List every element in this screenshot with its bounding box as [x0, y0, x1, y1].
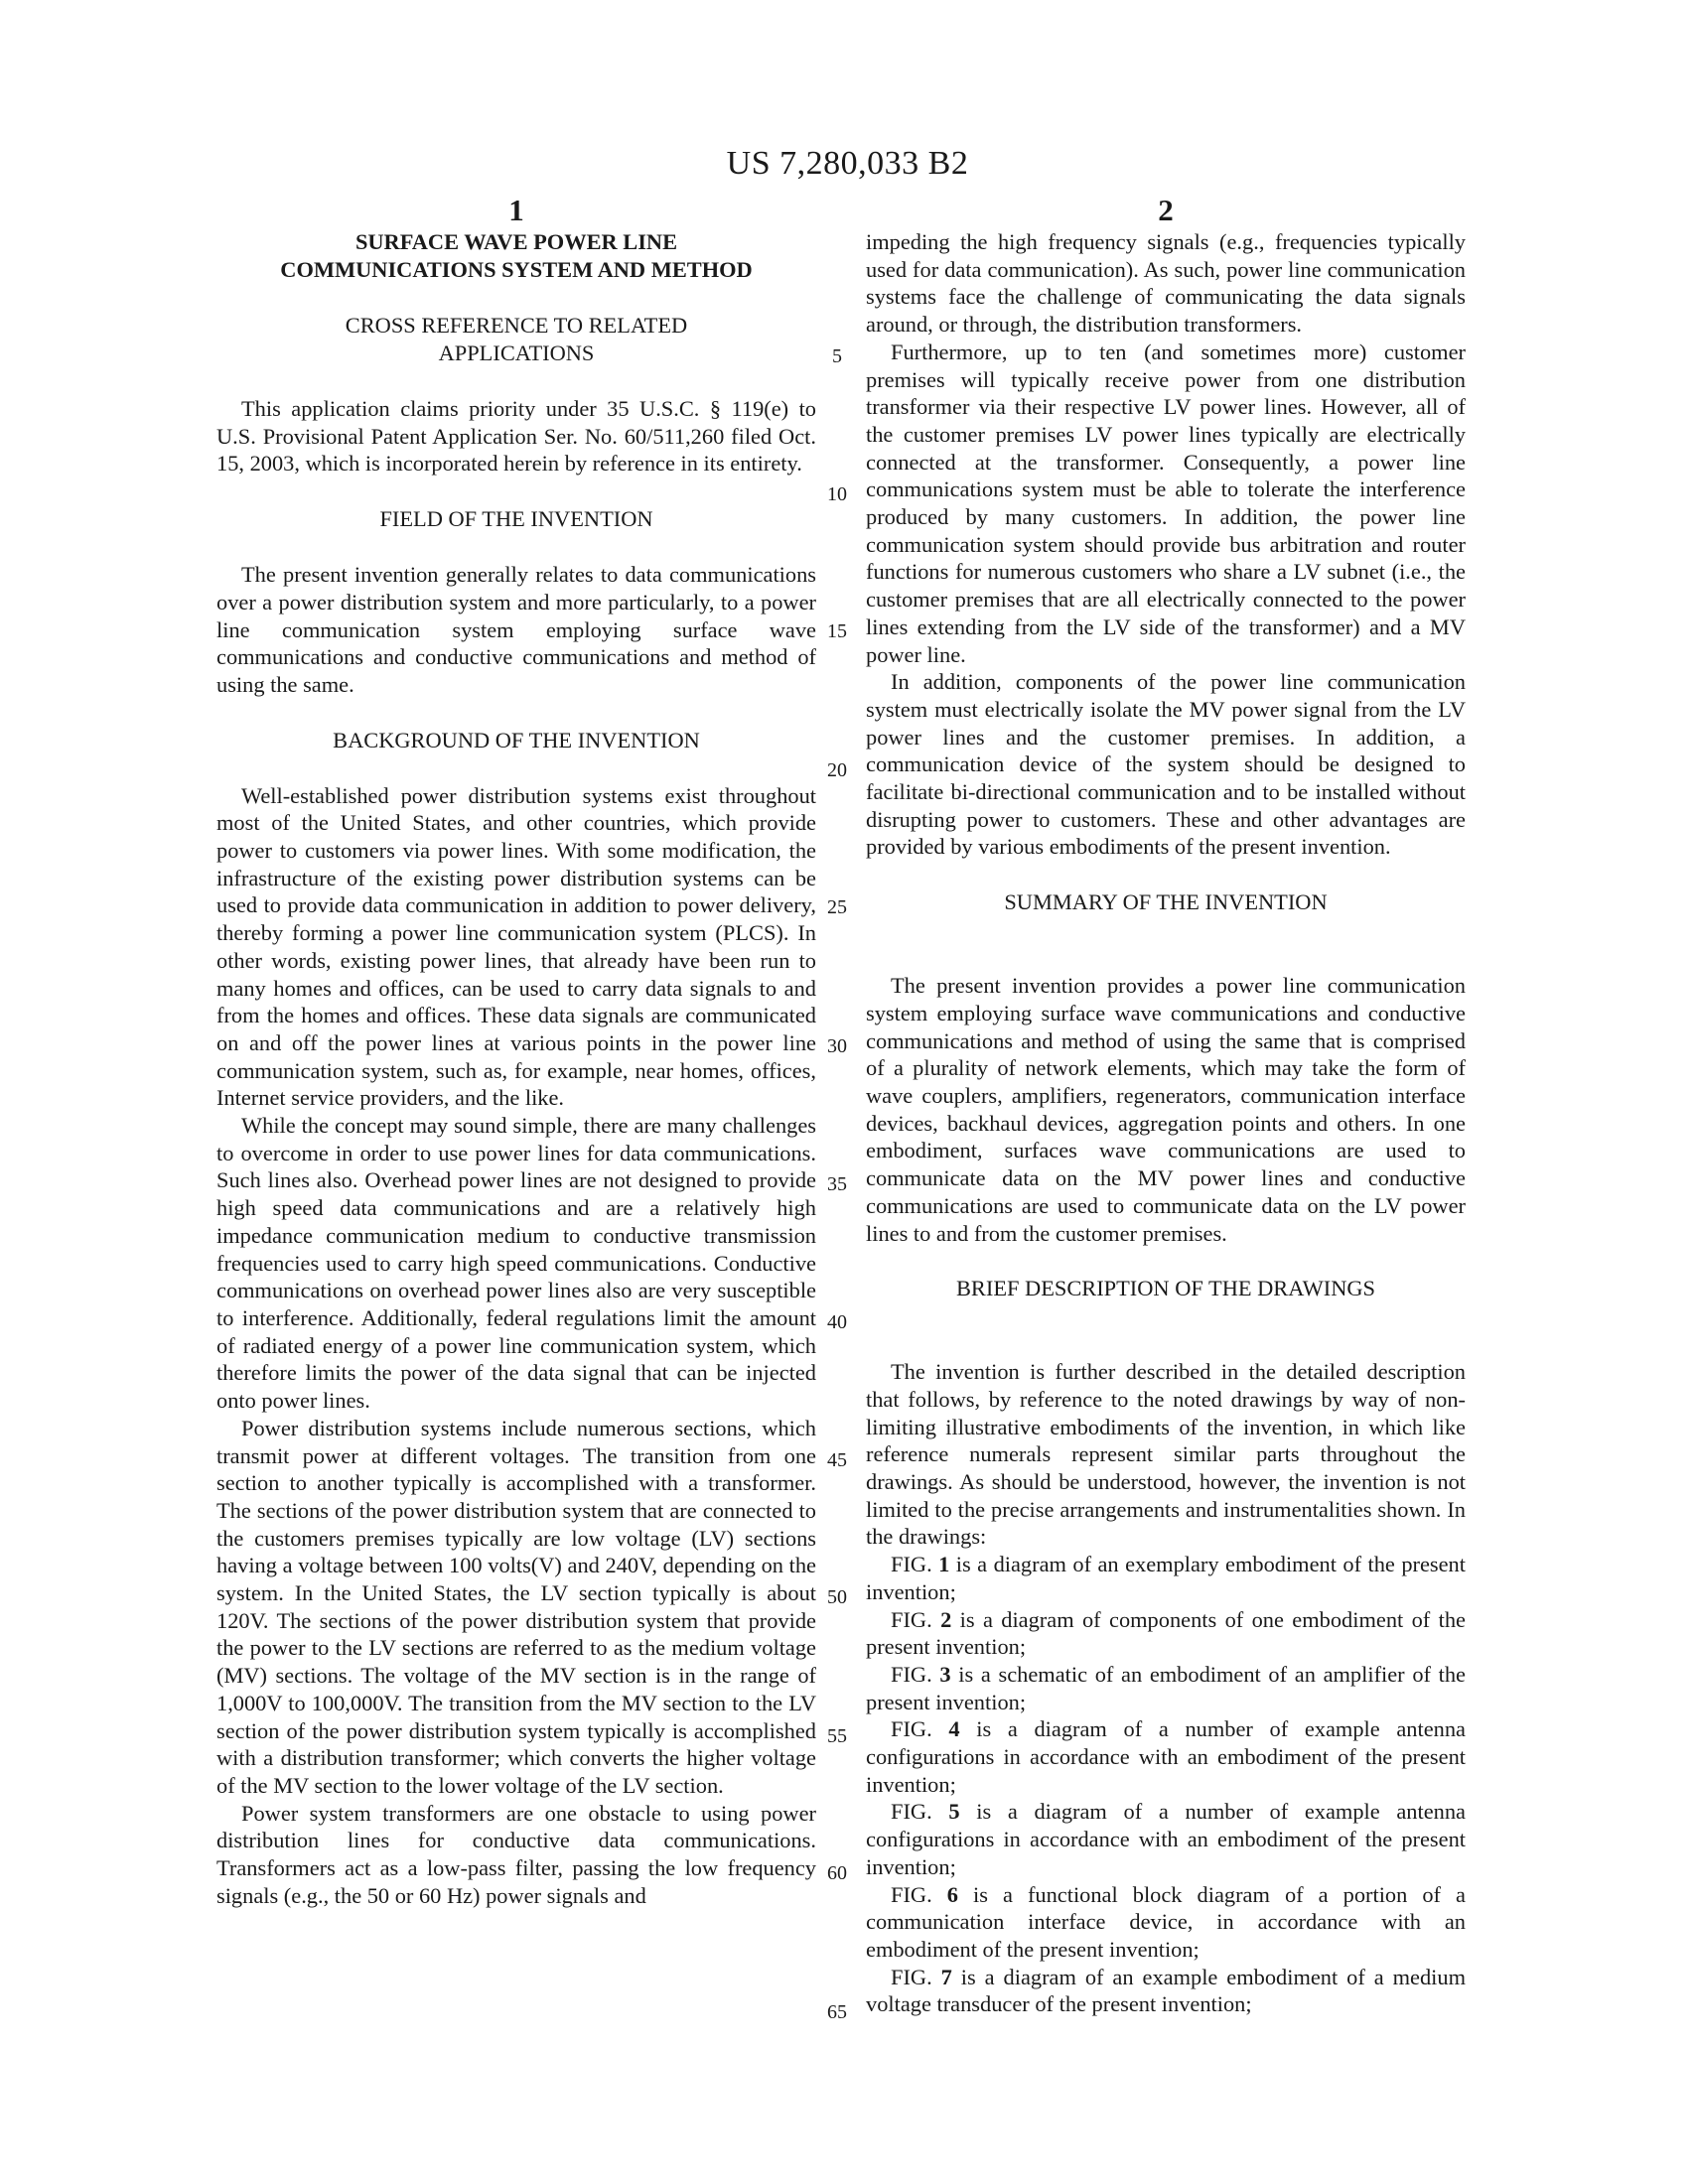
- line-number: 45: [827, 1449, 847, 1471]
- intro-paragraph: impeding the high frequency signals (e.g., frequencies typically used for data communication). As such, power line communication systems face the challenge of communicating the data signals around, or through, the distribution transformers.: [866, 229, 1466, 338]
- line-number: 25: [827, 896, 847, 918]
- drawings-intro: The invention is further described in the detailed description that follows, by reference to the noted drawings by way of non-limiting illustrative embodiments of the invention, in which like reference numerals represent similar parts throughout the drawings. As should be understood, however, the invention is not limited to the precise arrangements and instrumentalities shown. In the drawings:: [866, 1359, 1466, 1550]
- figure-number: 3: [939, 1661, 951, 1687]
- figure-description: FIG. 3 is a schematic of an embodiment of an amplifier of the present invention;: [866, 1661, 1466, 1714]
- field-text: The present invention generally relates to data communications over a power distribution system and more particularly, to a power line communication system employing surface wave communications and conductive communications and method of using the same.: [216, 562, 816, 697]
- drawings-heading: BRIEF DESCRIPTION OF THE DRAWINGS: [956, 1276, 1375, 1301]
- summary-heading: SUMMARY OF THE INVENTION: [1004, 889, 1328, 915]
- background-paragraph: Power distribution systems include numerous sections, which transmit power at different voltages. The transition from one section to another typically is accomplished with a transformer. The sections of the power distribution system that are connected to the customers premises typically are low voltage (LV) sections having a voltage between 100 volts(V) and 240V, depending on the system. In the United States, the LV section typically is about 120V. The sections of the power distribution system that provide the power to the LV sections are referred to as the medium voltage (MV) sections. The voltage of the MV section is in the range of 1,000V to 100,000V. The transition from the MV section to the LV section of the power distribution system typically is accomplished with a distribution transformer; which converts the higher voltage of the MV section to the lower voltage of the LV section.: [216, 1415, 816, 1798]
- summary-text: The present invention provides a power line communication system employing surface wave communications and conductive communications and method of using the same that is comprised of a plurality of network elements, which may take the form of wave couplers, amplifiers, regenerators, communication interface devices, backhaul devices, aggregation points and others. In one embodiment, surfaces wave communications are used to communicate data on the MV power lines and conductive communications are used to communicate data on the LV power lines to and from the customer premises.: [866, 973, 1466, 1246]
- background-paragraph: Well-established power distribution systems exist throughout most of the United States, and other countries, which provide power to customers via power lines. With some modification, the infrastructure of the existing power distribution systems can be used to provide data communication in addition to power delivery, thereby forming a power line communication system (PLCS). In other words, existing power lines, that already have been run to many homes and offices, can be used to carry data signals to and from the homes and offices. These data signals are communicated on and off the power lines at various points in the power line communication system, such as, for example, near homes, offices, Internet service providers, and the like.: [216, 782, 816, 1111]
- figure-number: 4: [948, 1716, 960, 1742]
- line-number: 15: [827, 620, 847, 642]
- background-heading: BACKGROUND OF THE INVENTION: [333, 727, 700, 752]
- cross-reference-text: This application claims priority under 35 U.S.C. § 119(e) to U.S. Provisional Patent Application Ser. No. 60/511,260 filed Oct. 15, 2003, which is incorporated herein by reference in its entirety.: [216, 396, 816, 477]
- column-number-right: 2: [1158, 193, 1174, 227]
- patent-number: US 7,280,033 B2: [726, 145, 969, 182]
- figure-description: FIG. 6 is a functional block diagram of a portion of a communication interface device, in accordance with an embodiment of the present invention;: [866, 1881, 1466, 1962]
- line-number: 35: [827, 1173, 847, 1195]
- figure-number: 1: [938, 1552, 950, 1577]
- line-number: 65: [827, 2001, 847, 2023]
- line-number: 30: [827, 1035, 847, 1057]
- column-number-left: 1: [508, 193, 524, 227]
- figure-number: 7: [940, 1964, 952, 1989]
- figure-description: FIG. 5 is a diagram of a number of example antenna configurations in accordance with an embodiment of the present invention;: [866, 1799, 1466, 1879]
- figure-description: FIG. 4 is a diagram of a number of example antenna configurations in accordance with an embodiment of the present invention;: [866, 1716, 1466, 1797]
- line-number: 55: [827, 1725, 847, 1747]
- cross-reference-heading: CROSS REFERENCE TO RELATED APPLICATIONS: [345, 313, 688, 365]
- figure-number: 6: [946, 1881, 958, 1907]
- figure-number: 5: [948, 1799, 960, 1825]
- intro-paragraph: Furthermore, up to ten (and sometimes more) customer premises will typically receive power from one distribution transformer via their respective LV power lines. However, all of the customer premises LV power lines typically are electrically connected at the transformer. Consequently, a power line communications system must be able to tolerate the interference produced by many customers. In addition, the power line communication system should provide bus arbitration and router functions for numerous customers who share a LV subnet (i.e., the customer premises that are all electrically connected to the power lines extending from the LV side of the transformer) and a MV power line.: [866, 339, 1466, 667]
- line-number: 40: [827, 1311, 847, 1333]
- intro-paragraph: In addition, components of the power line communication system must electrically isolate the MV power signal from the LV power lines and the customer premises. In addition, a communication device of the system should be designed to facilitate bi-directional communication and to be installed without disrupting power to customers. These and other advantages are provided by various embodiments of the present invention.: [866, 669, 1466, 860]
- left-column: [216, 193, 816, 1909]
- line-number: 20: [827, 759, 847, 781]
- figure-description: FIG. 2 is a diagram of components of one embodiment of the present invention;: [866, 1606, 1466, 1660]
- figure-number: 2: [940, 1606, 952, 1632]
- line-number: 5: [832, 345, 842, 367]
- line-number: 50: [827, 1586, 847, 1608]
- figure-description: FIG. 1 is a diagram of an exemplary embodiment of the present invention;: [866, 1552, 1466, 1604]
- field-heading: FIELD OF THE INVENTION: [379, 506, 653, 532]
- line-number: 60: [827, 1862, 847, 1884]
- background-paragraph: Power system transformers are one obstacle to using power distribution lines for conductive data communications. Transformers act as a low-pass filter, passing the low frequency signals (e.g., the 50 or 60 Hz) power signals and: [216, 1800, 816, 1908]
- line-number: 10: [827, 483, 847, 505]
- right-column: [866, 193, 1466, 2018]
- background-paragraph: While the concept may sound simple, there are many challenges to overcome in order to use power lines for data communications. Such lines also. Overhead power lines are not designed to provide high speed data communications and are a relatively high impedance communication medium to conductive transmission frequencies used to carry high speed communications. Conductive communications on overhead power lines also are very susceptible to interference. Additionally, federal regulations limit the amount of radiated energy of a power line communication system, which therefore limits the power of the data signal that can be injected onto power lines.: [216, 1113, 816, 1414]
- patent-title: SURFACE WAVE POWER LINE COMMUNICATIONS SYSTEM AND METHOD: [280, 229, 753, 282]
- figure-description: FIG. 7 is a diagram of an example embodiment of a medium voltage transducer of the present invention;: [866, 1964, 1467, 2017]
